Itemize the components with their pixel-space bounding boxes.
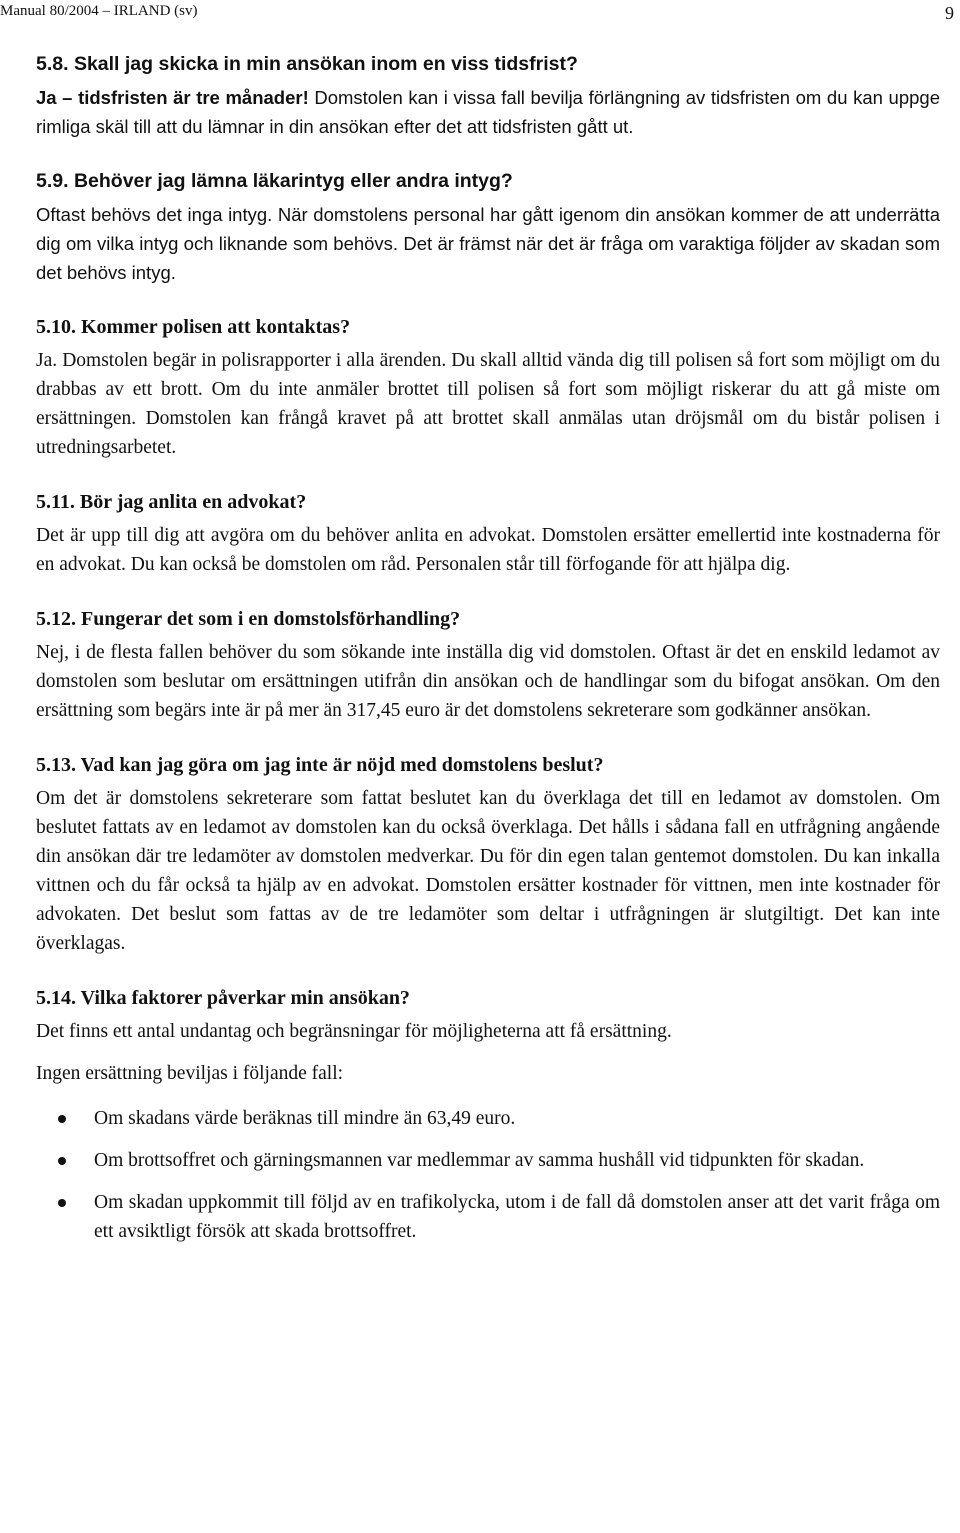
bold-text: Ja – tidsfristen är tre månader!	[36, 87, 309, 108]
paragraph	[36, 638, 940, 725]
paragraph	[36, 521, 940, 579]
bullet-text: Om skadans värde beräknas till mindre än 63,49 euro.	[94, 1108, 516, 1129]
text-run: Om det är domstolens sekreterare som fattat beslutet kan du överklaga det till en ledamot av domstolen. Om beslutet fattats av en ledamot av domstolen kan du också överklaga. Det hålls i sådana fall en utfrågning angående din ansökan där tre ledamöter av domstolen medverkar. Du för din egen talan gentemot domstolen. Du kan inkalla vittnen och du får också ta hjälp av en advokat. Domstolen ersätter kostnader för vittnen, men inte kostnader för advokaten. Det beslut som fattas av de tre ledamöter som deltar i utfrågningen är slutgiltigt. Det kan inte överklagas.	[36, 788, 940, 954]
section-heading: 5.13. Vad kan jag göra om jag inte är nöjd med domstolens beslut?	[36, 754, 604, 776]
section	[36, 605, 940, 725]
paragraph	[36, 346, 940, 462]
section	[36, 313, 940, 462]
paragraph	[36, 200, 940, 287]
section-heading: 5.9. Behöver jag lämna läkarintyg eller andra intyg?	[36, 170, 513, 192]
bullet-dot-icon	[58, 1157, 66, 1165]
section-heading: 5.14. Vilka faktorer påverkar min ansökan?	[36, 987, 410, 1009]
bullet-dot-icon	[58, 1115, 66, 1123]
document-title: Manual 80/2004 – IRLAND (sv)	[0, 3, 198, 19]
paragraph	[36, 784, 940, 958]
text-run: Oftast behövs det inga intyg. När domstolens personal har gått igenom din ansökan kommer de att underrätta dig om vilka intyg och liknande som behövs. Det är främst när det är fråga om varaktiga följder av skadan som det behövs intyg.	[36, 204, 940, 283]
section	[36, 167, 940, 287]
page-header	[0, 0, 960, 22]
section	[36, 488, 940, 579]
text-run: Det finns ett antal undantag och begränsningar för möjligheterna att få ersättning.	[36, 1021, 672, 1042]
section-heading: 5.10. Kommer polisen att kontaktas?	[36, 316, 351, 338]
section-heading: 5.8. Skall jag skicka in min ansökan inom en viss tidsfrist?	[36, 53, 578, 75]
section-heading: 5.12. Fungerar det som i en domstolsförhandling?	[36, 608, 461, 630]
bullet-list	[36, 1104, 940, 1246]
text-run: Domstolen kan i vissa fall bevilja förlängning av tidsfristen om du kan uppge rimliga skäl till att du lämnar in din ansökan efter det att tidsfristen gått ut.	[36, 87, 940, 137]
text-run: Det är upp till dig att avgöra om du behöver anlita en advokat. Domstolen ersätter emellertid inte kostnaderna för en advokat. Du kan också be domstolen om råd. Personalen står till förfogande för att hjälpa dig.	[36, 525, 940, 575]
document-body	[36, 50, 940, 1272]
section	[36, 50, 940, 141]
bullet-text: Om brottsoffret och gärningsmannen var medlemmar av samma hushåll vid tidpunkten för skadan.	[94, 1150, 865, 1171]
page-number: 9	[945, 3, 954, 23]
section	[36, 984, 940, 1246]
bullet-item	[36, 1104, 940, 1133]
section-heading: 5.11. Bör jag anlita en advokat?	[36, 491, 307, 513]
text-run: Ingen ersättning beviljas i följande fall:	[36, 1063, 344, 1084]
section	[36, 751, 940, 958]
text-run: Nej, i de flesta fallen behöver du som sökande inte inställa dig vid domstolen. Oftast är det en enskild ledamot av domstolen som beslutar om ersättningen utifrån din ansökan och de handlingar som du bifogat ansökan. Om den ersättning som begärs inte är på mer än 317,45 euro är det domstolens sekreterare som godkänner ansökan.	[36, 642, 940, 721]
bullet-text: Om skadan uppkommit till följd av en trafikolycka, utom i de fall då domstolen anser att det varit fråga om ett avsiktligt försök att skada brottsoffret.	[94, 1192, 940, 1242]
paragraph	[36, 1017, 940, 1046]
text-run: Ja. Domstolen begär in polisrapporter i alla ärenden. Du skall alltid vända dig till polisen så fort som möjligt om du drabbas av ett brott. Om du inte anmäler brottet till polisen så fort som möjligt riskerar du att gå miste om ersättningen. Domstolen kan frångå kravet på att brottet skall anmälas utan dröjsmål om du bistår polisen i utredningsarbetet.	[36, 350, 940, 458]
bullet-dot-icon	[58, 1199, 66, 1207]
bullet-item	[36, 1146, 940, 1175]
paragraph	[36, 1059, 940, 1088]
paragraph	[36, 83, 940, 141]
bullet-item	[36, 1188, 940, 1246]
